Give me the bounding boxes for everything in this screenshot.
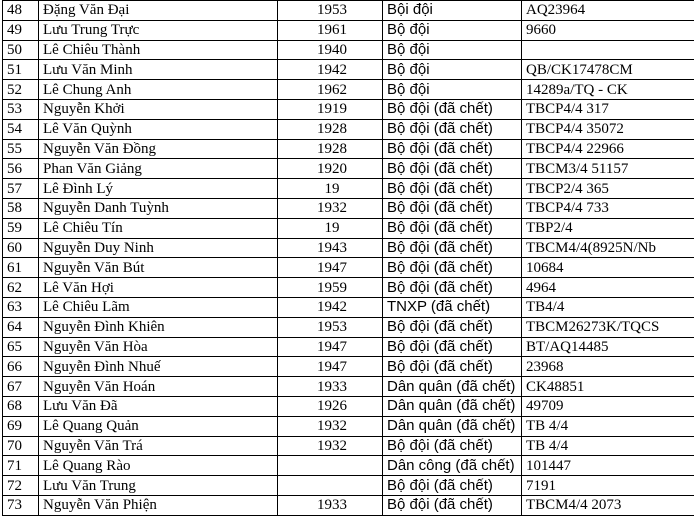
record-code: CK48851 <box>522 377 694 397</box>
birth-year: 1940 <box>278 40 383 60</box>
row-number: 60 <box>3 238 39 258</box>
service-status: Bộ đội <box>383 60 522 80</box>
birth-year: 1959 <box>278 278 383 298</box>
service-status: Bộ đội (đã chết) <box>383 278 522 298</box>
table-row <box>3 297 694 317</box>
birth-year: 1947 <box>278 337 383 357</box>
person-name: Nguyễn Danh Tuỳnh <box>39 198 278 218</box>
birth-year: 1920 <box>278 159 383 179</box>
birth-year: 19 <box>278 218 383 238</box>
service-status: Bộ đội (đã chết) <box>383 357 522 377</box>
row-number: 70 <box>3 436 39 456</box>
table-row <box>3 337 694 357</box>
record-code: 7191 <box>522 476 694 496</box>
table-row <box>3 238 694 258</box>
table-row <box>3 377 694 397</box>
record-code <box>522 40 694 60</box>
record-code: TB 4/4 <box>522 436 694 456</box>
record-code: TBCP4/4 733 <box>522 198 694 218</box>
service-status: Bộ đội (đã chết) <box>383 99 522 119</box>
record-code: TBCM3/4 51157 <box>522 159 694 179</box>
service-status: Bộ đội (đã chết) <box>383 119 522 139</box>
service-status: Bộ đội (đã chết) <box>383 218 522 238</box>
table-row <box>3 40 694 60</box>
person-name: Nguyễn Văn Trá <box>39 436 278 456</box>
table-row <box>3 258 694 278</box>
birth-year: 1933 <box>278 495 383 515</box>
row-number: 48 <box>3 1 39 21</box>
service-status: TNXP (đã chết) <box>383 297 522 317</box>
service-status: Bộ đội <box>383 40 522 60</box>
row-number: 71 <box>3 456 39 476</box>
record-code: AQ23964 <box>522 1 694 21</box>
row-number: 50 <box>3 40 39 60</box>
record-code: 23968 <box>522 357 694 377</box>
birth-year: 1942 <box>278 297 383 317</box>
record-code: 14289a/TQ - CK <box>522 80 694 100</box>
row-number: 62 <box>3 278 39 298</box>
table-row <box>3 495 694 515</box>
service-status: Bộ đội (đã chết) <box>383 238 522 258</box>
record-code: TBCM4/4(8925N/Nb <box>522 238 694 258</box>
service-status: Bộ đội (đã chết) <box>383 179 522 199</box>
table-row <box>3 278 694 298</box>
service-status: Bộ đội (đã chết) <box>383 317 522 337</box>
record-code: QB/CK17478CM <box>522 60 694 80</box>
birth-year <box>278 456 383 476</box>
person-name: Phan Văn Giảng <box>39 159 278 179</box>
person-name: Lê Chung Anh <box>39 80 278 100</box>
record-code: 4964 <box>522 278 694 298</box>
birth-year: 1953 <box>278 317 383 337</box>
table-row <box>3 416 694 436</box>
service-status: Bộ đội <box>383 80 522 100</box>
person-name: Lê Quang Rào <box>39 456 278 476</box>
service-status: Bộ đội (đã chết) <box>383 139 522 159</box>
person-name: Nguyễn Văn Đồng <box>39 139 278 159</box>
table-row <box>3 80 694 100</box>
record-code: TBP2/4 <box>522 218 694 238</box>
person-name: Lê Chiêu Lãm <box>39 297 278 317</box>
birth-year: 1932 <box>278 416 383 436</box>
person-name: Nguyễn Văn Bút <box>39 258 278 278</box>
row-number: 58 <box>3 198 39 218</box>
row-number: 55 <box>3 139 39 159</box>
record-code: TB4/4 <box>522 297 694 317</box>
service-status: Dân công (đã chết) <box>383 456 522 476</box>
service-status: Bộ đội (đã chết) <box>383 436 522 456</box>
person-name: Nguyễn Văn Phiện <box>39 495 278 515</box>
service-status: Dân quân (đã chết) <box>383 416 522 436</box>
table-row <box>3 198 694 218</box>
row-number: 73 <box>3 495 39 515</box>
table-row <box>3 99 694 119</box>
record-code: BT/AQ14485 <box>522 337 694 357</box>
record-code: TB 4/4 <box>522 416 694 436</box>
table-row <box>3 1 694 21</box>
birth-year: 19 <box>278 179 383 199</box>
birth-year: 1932 <box>278 436 383 456</box>
person-name: Nguyễn Duy Ninh <box>39 238 278 258</box>
table-row <box>3 357 694 377</box>
table-row <box>3 218 694 238</box>
table-row <box>3 159 694 179</box>
row-number: 51 <box>3 60 39 80</box>
table-row <box>3 20 694 40</box>
person-name: Lê Đình Lý <box>39 179 278 199</box>
service-status: Bộ đội (đã chết) <box>383 495 522 515</box>
roster-body <box>3 1 694 516</box>
row-number: 49 <box>3 20 39 40</box>
row-number: 52 <box>3 80 39 100</box>
roster-table <box>2 0 694 516</box>
service-status: Bộ đội (đã chết) <box>383 258 522 278</box>
birth-year: 1919 <box>278 99 383 119</box>
person-name: Lưu Văn Đã <box>39 396 278 416</box>
row-number: 54 <box>3 119 39 139</box>
row-number: 69 <box>3 416 39 436</box>
birth-year: 1932 <box>278 198 383 218</box>
service-status: Bộ đội (đã chết) <box>383 476 522 496</box>
person-name: Nguyễn Văn Hòa <box>39 337 278 357</box>
record-code: 101447 <box>522 456 694 476</box>
birth-year: 1962 <box>278 80 383 100</box>
table-row <box>3 139 694 159</box>
person-name: Lê Chiêu Thành <box>39 40 278 60</box>
service-status: Bộ đội (đã chết) <box>383 198 522 218</box>
person-name: Lưu Văn Trung <box>39 476 278 496</box>
table-row <box>3 317 694 337</box>
row-number: 65 <box>3 337 39 357</box>
record-code: 49709 <box>522 396 694 416</box>
table-row <box>3 60 694 80</box>
person-name: Lưu Văn Minh <box>39 60 278 80</box>
record-code: TBCM4/4 2073 <box>522 495 694 515</box>
person-name: Lê Quang Quản <box>39 416 278 436</box>
row-number: 68 <box>3 396 39 416</box>
record-code: TBCP4/4 35072 <box>522 119 694 139</box>
birth-year: 1928 <box>278 119 383 139</box>
person-name: Nguyễn Đình Khiên <box>39 317 278 337</box>
person-name: Nguyễn Khởi <box>39 99 278 119</box>
service-status: Bội đội <box>383 1 522 21</box>
person-name: Lê Chiêu Tín <box>39 218 278 238</box>
record-code: 9660 <box>522 20 694 40</box>
row-number: 64 <box>3 317 39 337</box>
birth-year: 1947 <box>278 357 383 377</box>
table-row <box>3 476 694 496</box>
birth-year: 1947 <box>278 258 383 278</box>
row-number: 66 <box>3 357 39 377</box>
service-status: Dân quân (đã chết) <box>383 396 522 416</box>
service-status: Dân quân (đã chết) <box>383 377 522 397</box>
birth-year: 1953 <box>278 1 383 21</box>
table-row <box>3 119 694 139</box>
record-code: 10684 <box>522 258 694 278</box>
record-code: TBCP4/4 317 <box>522 99 694 119</box>
service-status: Bộ đội (đã chết) <box>383 159 522 179</box>
birth-year: 1933 <box>278 377 383 397</box>
person-name: Nguyễn Đình Nhuế <box>39 357 278 377</box>
table-row <box>3 436 694 456</box>
birth-year: 1961 <box>278 20 383 40</box>
table-row <box>3 396 694 416</box>
table-row <box>3 179 694 199</box>
birth-year <box>278 476 383 496</box>
birth-year: 1943 <box>278 238 383 258</box>
row-number: 56 <box>3 159 39 179</box>
person-name: Lê Văn Hợi <box>39 278 278 298</box>
service-status: Bộ đội (đã chết) <box>383 337 522 357</box>
row-number: 59 <box>3 218 39 238</box>
person-name: Lưu Trung Trực <box>39 20 278 40</box>
birth-year: 1942 <box>278 60 383 80</box>
row-number: 53 <box>3 99 39 119</box>
row-number: 72 <box>3 476 39 496</box>
person-name: Lê Văn Quỳnh <box>39 119 278 139</box>
record-code: TBCP4/4 22966 <box>522 139 694 159</box>
service-status: Bộ đội <box>383 20 522 40</box>
record-code: TBCP2/4 365 <box>522 179 694 199</box>
birth-year: 1926 <box>278 396 383 416</box>
record-code: TBCM26273K/TQCS <box>522 317 694 337</box>
birth-year: 1928 <box>278 139 383 159</box>
person-name: Nguyễn Văn Hoán <box>39 377 278 397</box>
person-name: Đặng Văn Đại <box>39 1 278 21</box>
row-number: 57 <box>3 179 39 199</box>
row-number: 61 <box>3 258 39 278</box>
row-number: 63 <box>3 297 39 317</box>
table-row <box>3 456 694 476</box>
row-number: 67 <box>3 377 39 397</box>
